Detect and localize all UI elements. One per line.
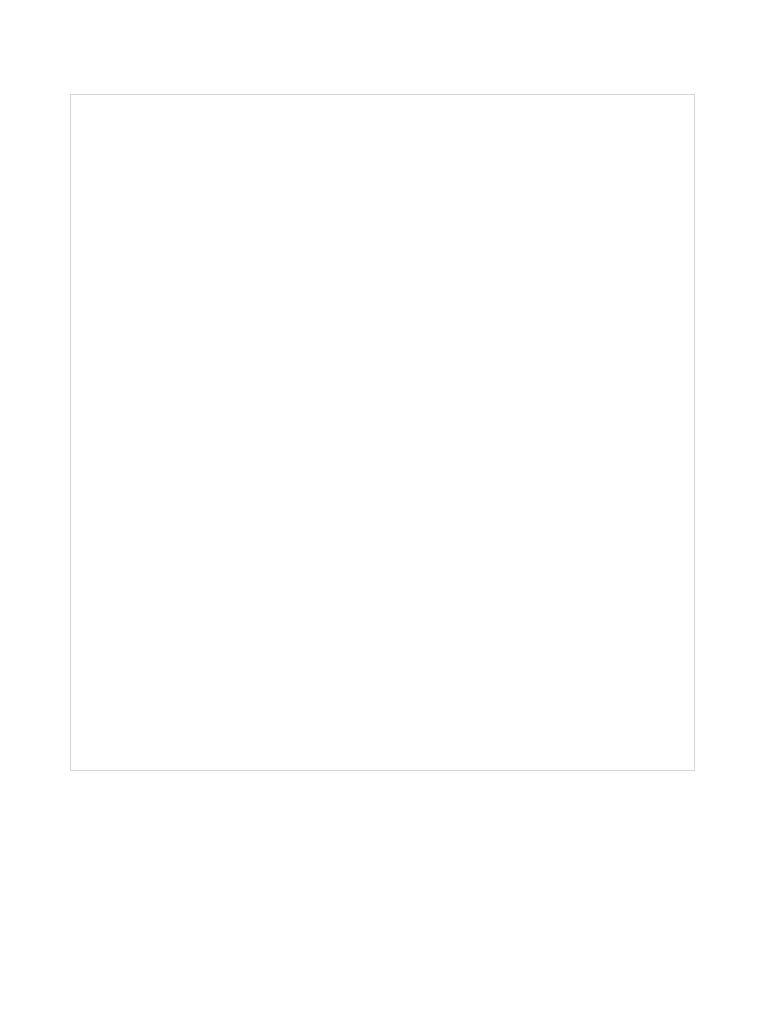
paragraph-7 bbox=[77, 639, 688, 723]
paragraph-3 bbox=[77, 279, 688, 363]
paragraph-2 bbox=[77, 189, 688, 273]
paragraph-1 bbox=[77, 99, 688, 183]
text-container bbox=[70, 94, 695, 771]
paragraph-5 bbox=[77, 459, 688, 543]
paragraph-4 bbox=[77, 369, 688, 453]
paragraph-6 bbox=[77, 549, 688, 633]
